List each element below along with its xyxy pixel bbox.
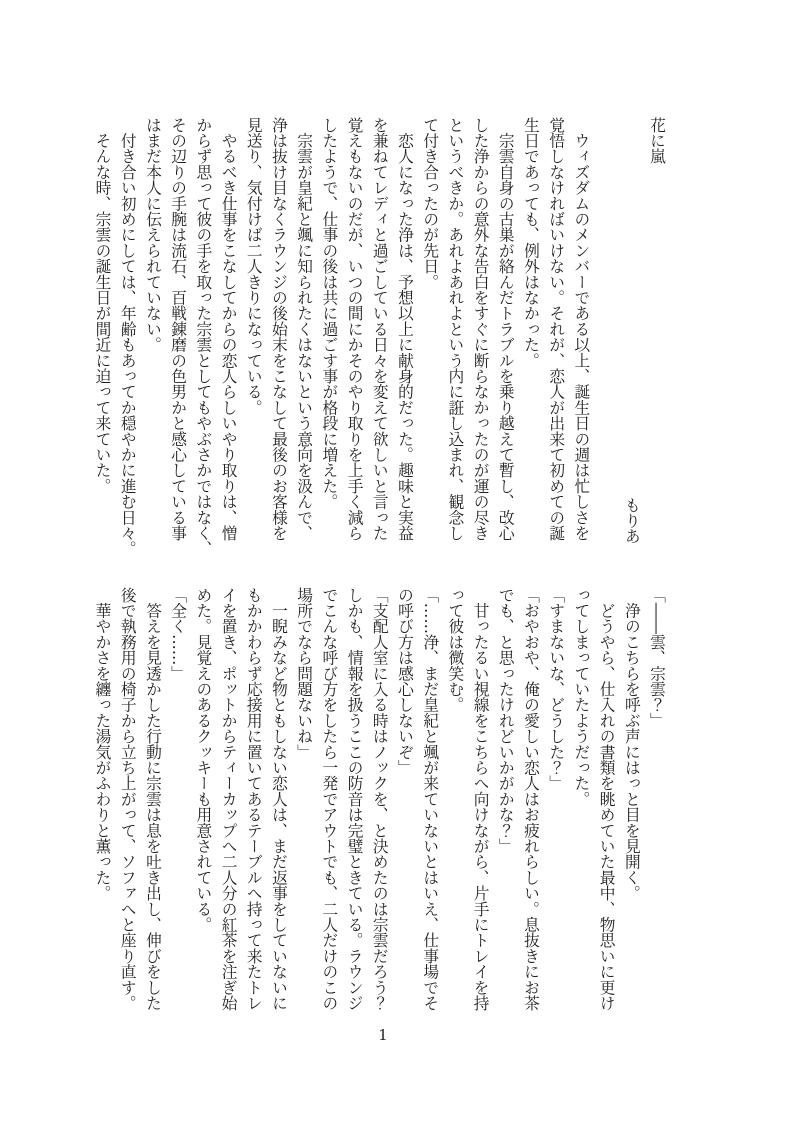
text-line: 浄は抜け目なくラウンジの後始末をこなして最後のお客様を [269,117,289,541]
text-line: からず思って彼の手を取った宗雲としてもやぶさかではなく、 [194,117,214,557]
blank-line [594,117,619,544]
text-line: でも、と思ったけれどいかがかな？」 [496,587,516,854]
text-line: したようで、仕事の後は共に過ごす事が格段に増えた。 [320,117,340,510]
text-line: の呼び方は感心しないぞ」 [395,587,415,776]
text-line: もかかわらず応接用に置いてあるテーブルへ持って来たトレ [244,587,264,1011]
text-line: というべきか。あれよあれよという内に誑し込まれ、観念し [446,117,466,541]
page-number: 1 [378,1026,388,1044]
text-line: 宗雲自身の古巣が絡んだトラブルを乗り越えて暫し、改心 [496,117,516,541]
text-line: 甘ったるい視線をこちらへ向けながら、片手にトレイを持 [471,587,491,1011]
text-line: ってしまっていたようだった。 [572,587,592,807]
text-line: でこんな呼び方をしたら一発でアウトでも、二人だけのこの [320,587,340,1011]
text-line: 一睨みなど物ともしない恋人は、まだ返事をしていないに [269,587,289,1011]
text-line: イを置き、ポットからティーカップへ二人分の紅茶を注ぎ始 [219,587,239,1011]
text-line: 宗雲が皇紀と颯に知られたくはないという意向を汲んで、 [295,117,315,541]
text-line: めた。見覚えのあるクッキーも用意されている。 [194,587,214,933]
text-line: 「――雲、宗雲？」 [648,587,667,729]
story-title: 花に嵐 [648,117,667,165]
text-line: て付き合ったのが先日。 [421,117,441,290]
title-and-intro-block [90,117,670,557]
text-line: はまだ本人に伝えられていない。 [143,117,163,353]
text-line: やるべき仕事をこなしてからの恋人らしいやり取りは、憎 [219,117,239,541]
text-line: 「すまないな、どうした？」 [547,587,567,792]
text-line: 覚悟しなければいけない。それが、恋人が出来て初めての誕 [547,117,567,541]
text-line: そんな時、宗雲の誕生日が間近に迫って来ていた。 [93,117,113,494]
text-line: 覚えもないのだが、いつの間にかそのやり取りを上手く減ら [345,117,365,541]
intro-text-lines [90,117,594,557]
text-line: って彼は微笑む。 [446,587,466,713]
text-line: ウィズダムのメンバーである以上、誕生日の週は忙しさを [572,117,592,541]
text-line: その辺りの手腕は流石、百戦錬磨の色男かと感心している事 [169,117,189,541]
text-line: 場所でなら問題ないね」 [295,587,315,760]
text-line: した浄からの意外な告白をすぐに断らなかったのが運の尽き [471,117,491,541]
scene-text-lines [90,587,670,1014]
text-line: しかも、情報を扱うここの防音は完璧ときている。ラウンジ [345,587,365,1011]
text-line: どうやら、仕入れの書類を眺めていた最中、物思いに更け [597,587,617,1011]
scene-text-block [90,587,670,1014]
text-line: 答えを見透かした行動に宗雲は息を吐き出し、伸びをした [143,587,163,1011]
text-line: 恋人になった浄は、予想以上に献身的だった。趣味と実益 [395,117,415,541]
text-line: 「支配人室に入る時はノックを、と決めたのは宗雲だろう？ [370,587,390,1011]
author-name: もりあ [622,496,642,544]
text-line: 浄のこちらを呼ぶ声にはっと目を見開く。 [622,587,642,901]
text-line: 「おやおや、俺の愛しい恋人はお疲れらしい。息抜きにお茶 [521,587,541,1011]
text-line: 華やかさを纏った湯気がふわりと薫った。 [93,587,113,901]
text-line: 生日であっても、例外はなかった。 [521,117,541,369]
text-line: 後で執務用の椅子から立ち上がって、ソファへと座り直す。 [118,587,138,1011]
text-line: 見送り、気付けば二人きりになっている。 [244,117,264,416]
text-line: 「……浄、まだ皇紀と颯が来ていないとはいえ、仕事場でそ [421,587,441,1011]
text-line: を兼ねてレディと過ごしている日々を変えて欲しいと言った [370,117,390,541]
text-line: 「全く……」 [169,587,189,682]
text-line: 付き合い初めにしては、年齢もあってか穏やかに進む日々。 [118,117,138,557]
